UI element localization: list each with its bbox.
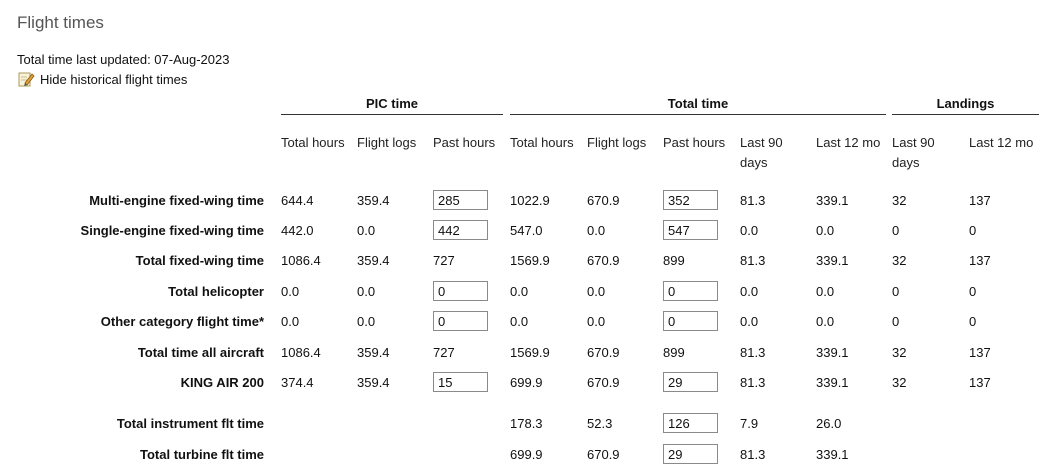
total-flight-logs-cell: 0.0 — [587, 284, 606, 299]
pic-past-hours-input[interactable] — [433, 220, 488, 240]
landings-last-12-cell: 137 — [969, 193, 991, 208]
total-past-hours-cell: 899 — [663, 345, 685, 360]
landings-last-12-cell: 0 — [969, 223, 977, 238]
total-past-hours-input[interactable] — [663, 444, 718, 464]
col-pic-flight-logs: Flight logs — [357, 135, 417, 150]
total-flight-logs-cell: 0.0 — [587, 314, 606, 329]
total-past-hours-input[interactable] — [663, 190, 718, 210]
total-flight-logs-cell: 0.0 — [587, 223, 606, 238]
pic-total-hours-cell: 1086.4 — [281, 345, 321, 360]
row-label: Total helicopter — [168, 284, 264, 299]
group-total-time: Total time — [667, 96, 729, 111]
pic-past-hours-cell: 727 — [433, 345, 455, 360]
total-last-12-cell: 339.1 — [816, 345, 849, 360]
total-last-90-cell: 81.3 — [740, 375, 766, 390]
pic-total-hours-cell: 0.0 — [281, 314, 300, 329]
pic-flight-logs-cell: 359.4 — [357, 193, 390, 208]
col-total-last-12: Last 12 mo — [816, 135, 881, 150]
pic-flight-logs-cell: 359.4 — [357, 345, 390, 360]
total-last-12-cell: 339.1 — [816, 193, 849, 208]
hide-historical-toggle[interactable] — [17, 70, 187, 88]
total-last-12-cell: 339.1 — [816, 447, 849, 462]
row-label: Total turbine flt time — [140, 447, 264, 462]
col-landings-last-90: Last 90 days — [892, 135, 935, 170]
landings-last-90-cell: 0 — [892, 223, 900, 238]
total-past-hours-input[interactable] — [663, 220, 718, 240]
pic-flight-logs-cell: 0.0 — [357, 314, 376, 329]
landings-last-90-cell: 32 — [892, 375, 907, 390]
total-flight-logs-cell: 670.9 — [587, 375, 620, 390]
landings-last-90-cell: 32 — [892, 345, 907, 360]
landings-last-90-cell: 32 — [892, 193, 907, 208]
total-last-12-cell: 0.0 — [816, 284, 835, 299]
total-flight-logs-cell: 52.3 — [587, 416, 613, 431]
group-pic-line — [281, 114, 503, 115]
landings-last-12-cell: 0 — [969, 284, 977, 299]
hide-historical-label: Hide historical flight times — [40, 71, 188, 87]
total-last-90-cell: 81.3 — [740, 345, 766, 360]
total-last-12-cell: 339.1 — [816, 375, 849, 390]
pic-total-hours-cell: 374.4 — [281, 375, 314, 390]
total-flight-logs-cell: 670.9 — [587, 447, 620, 462]
total-last-90-cell: 0.0 — [740, 223, 759, 238]
landings-last-12-cell: 137 — [969, 253, 991, 268]
total-last-90-cell: 0.0 — [740, 284, 759, 299]
pic-total-hours-cell: 0.0 — [281, 284, 300, 299]
total-last-90-cell: 81.3 — [740, 193, 766, 208]
row-label: Other category flight time* — [100, 314, 264, 329]
total-total-hours-cell: 0.0 — [510, 284, 529, 299]
row-label: Total time all aircraft — [137, 345, 264, 360]
group-pic-time: PIC time — [365, 96, 418, 111]
total-total-hours-cell: 178.3 — [510, 416, 543, 431]
total-flight-logs-cell: 670.9 — [587, 345, 620, 360]
total-last-90-cell: 81.3 — [740, 447, 766, 462]
group-total-line — [510, 114, 886, 115]
total-last-12-cell: 0.0 — [816, 223, 835, 238]
row-label: Multi-engine fixed-wing time — [89, 193, 264, 208]
pic-past-hours-input[interactable] — [433, 372, 488, 392]
total-total-hours-cell: 1569.9 — [510, 345, 550, 360]
pic-flight-logs-cell: 359.4 — [357, 375, 390, 390]
total-past-hours-input[interactable] — [663, 281, 718, 301]
last-updated-text: Total time last updated: 07-Aug-2023 — [17, 52, 230, 67]
pic-total-hours-cell: 1086.4 — [281, 253, 321, 268]
col-total-last-90: Last 90 days — [740, 135, 783, 170]
total-flight-logs-cell: 670.9 — [587, 193, 620, 208]
row-label: Total instrument flt time — [116, 416, 264, 431]
total-last-90-cell: 7.9 — [740, 416, 759, 431]
landings-last-90-cell: 32 — [892, 253, 907, 268]
total-total-hours-cell: 1569.9 — [510, 253, 550, 268]
pencil-icon — [17, 70, 35, 88]
pic-past-hours-input[interactable] — [433, 190, 488, 210]
row-label: Single-engine fixed-wing time — [80, 223, 264, 238]
total-last-12-cell: 0.0 — [816, 314, 835, 329]
pic-total-hours-cell: 442.0 — [281, 223, 314, 238]
pic-flight-logs-cell: 0.0 — [357, 284, 376, 299]
total-total-hours-cell: 0.0 — [510, 314, 529, 329]
page-title: Flight times — [17, 13, 104, 32]
col-total-flight-logs: Flight logs — [587, 135, 647, 150]
row-label: Total fixed-wing time — [135, 253, 264, 268]
total-total-hours-cell: 1022.9 — [510, 193, 550, 208]
pic-total-hours-cell: 644.4 — [281, 193, 314, 208]
total-last-90-cell: 81.3 — [740, 253, 766, 268]
row-label: KING AIR 200 — [180, 375, 264, 390]
total-total-hours-cell: 699.9 — [510, 375, 543, 390]
total-past-hours-input[interactable] — [663, 311, 718, 331]
total-flight-logs-cell: 670.9 — [587, 253, 620, 268]
col-landings-last-12: Last 12 mo — [969, 135, 1034, 150]
group-landings-line — [892, 114, 1039, 115]
total-last-12-cell: 339.1 — [816, 253, 849, 268]
pic-past-hours-input[interactable] — [433, 311, 488, 331]
col-pic-total-hours: Total hours — [281, 135, 345, 150]
total-total-hours-cell: 699.9 — [510, 447, 543, 462]
total-last-90-cell: 0.0 — [740, 314, 759, 329]
total-total-hours-cell: 547.0 — [510, 223, 543, 238]
pic-flight-logs-cell: 0.0 — [357, 223, 376, 238]
total-past-hours-input[interactable] — [663, 413, 718, 433]
landings-last-90-cell: 0 — [892, 314, 900, 329]
col-total-total-hours: Total hours — [510, 135, 574, 150]
group-landings: Landings — [936, 96, 995, 111]
pic-past-hours-cell: 727 — [433, 253, 455, 268]
total-past-hours-input[interactable] — [663, 372, 718, 392]
total-past-hours-cell: 899 — [663, 253, 685, 268]
landings-last-12-cell: 0 — [969, 314, 977, 329]
col-total-past-hours: Past hours — [663, 135, 726, 150]
pic-past-hours-input[interactable] — [433, 281, 488, 301]
total-last-12-cell: 26.0 — [816, 416, 842, 431]
pic-flight-logs-cell: 359.4 — [357, 253, 390, 268]
landings-last-12-cell: 137 — [969, 375, 991, 390]
landings-last-90-cell: 0 — [892, 284, 900, 299]
landings-last-12-cell: 137 — [969, 345, 991, 360]
col-pic-past-hours: Past hours — [433, 135, 496, 150]
